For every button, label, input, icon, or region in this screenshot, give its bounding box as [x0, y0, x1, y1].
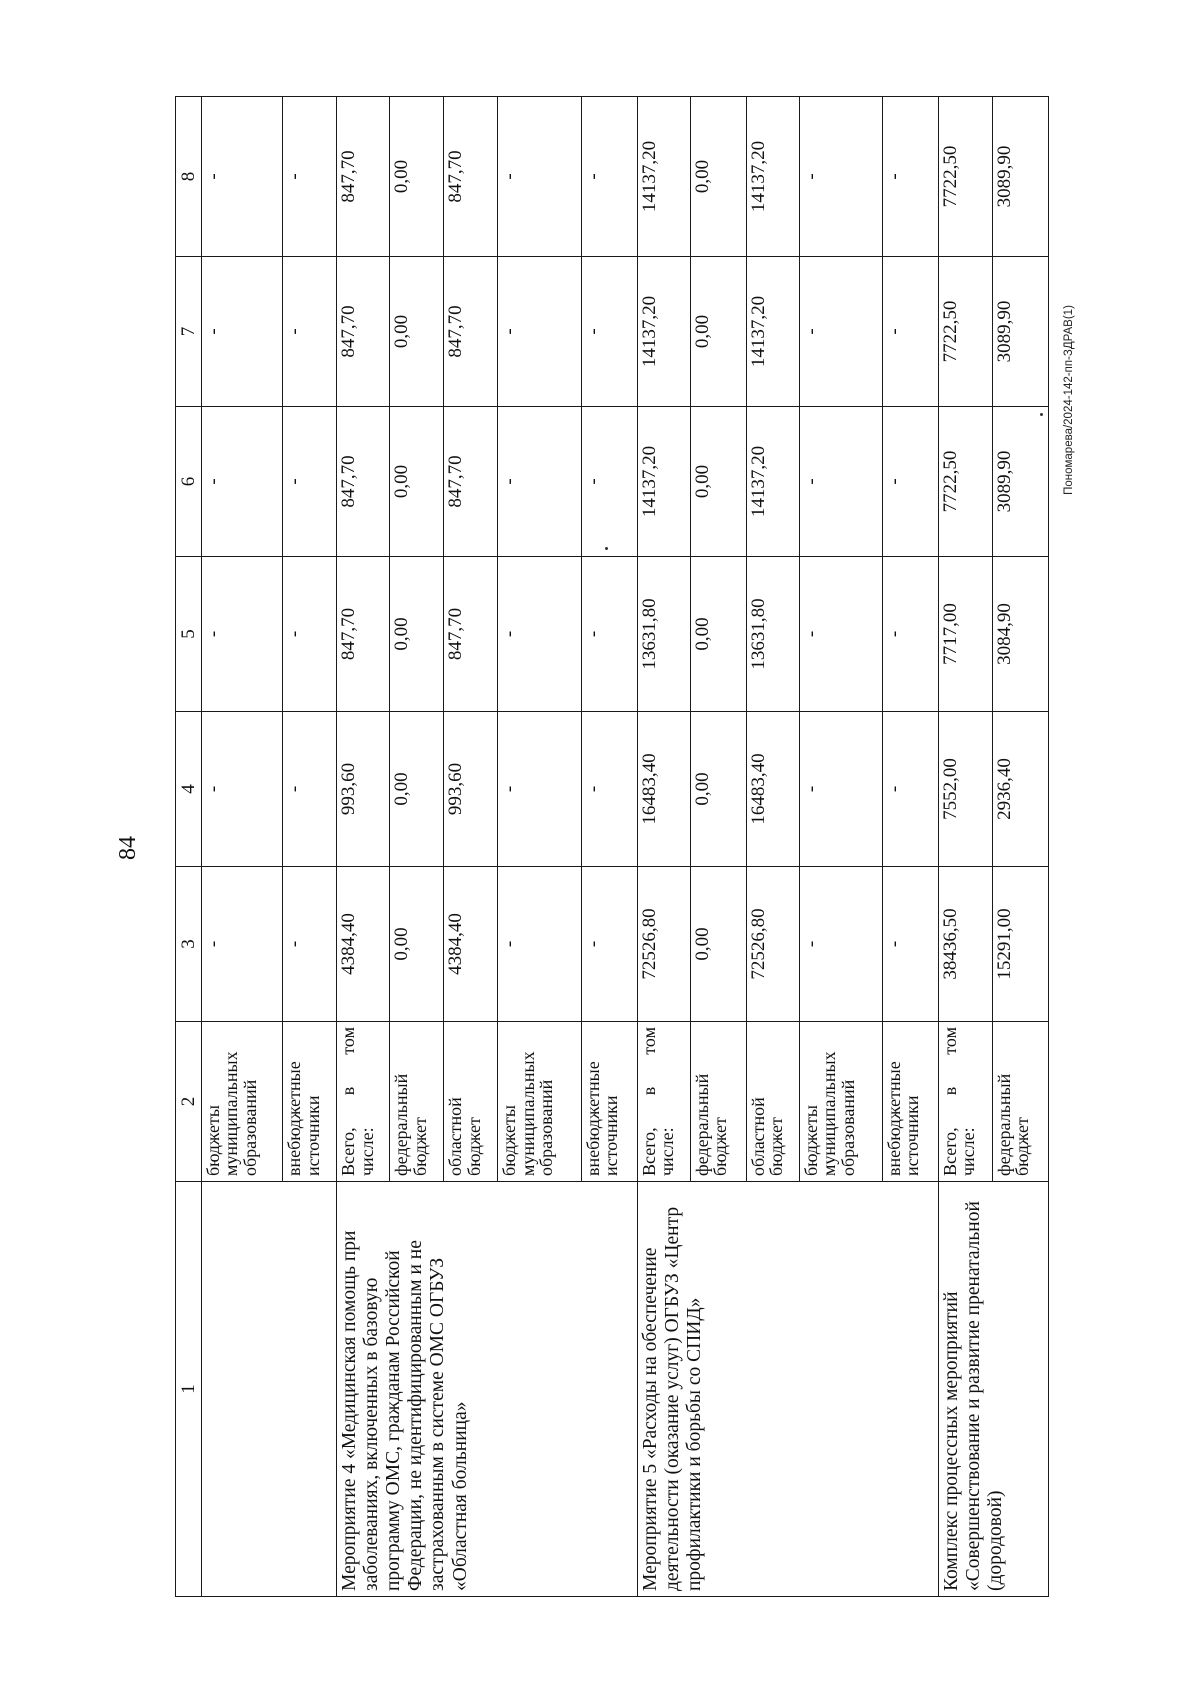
source-cell [390, 1022, 444, 1182]
value-cell: 7722,50 [938, 257, 992, 407]
value-cell: - [201, 257, 283, 407]
source-word: том [639, 1027, 660, 1055]
value-cell: 4384,40 [337, 867, 390, 1022]
source-cell [691, 1022, 747, 1182]
value-cell: 14137,20 [638, 407, 691, 557]
value-cell: 13631,80 [638, 557, 691, 712]
source-line: бюджет [409, 1117, 430, 1176]
table-row [638, 97, 691, 1597]
source-word: Всего, [939, 1127, 960, 1176]
value-cell: 16483,40 [747, 712, 800, 867]
source-line: образований [239, 1079, 260, 1176]
value-cell: 0,00 [390, 257, 444, 407]
value-cell: 4384,40 [444, 867, 498, 1022]
value-cell: - [882, 557, 938, 712]
source-line: числе: [356, 1127, 377, 1176]
source-line: образований [837, 1079, 858, 1176]
value-cell: - [581, 867, 637, 1022]
value-cell: 993,60 [337, 712, 390, 867]
value-cell: - [283, 97, 337, 257]
source-line: бюджеты [202, 1105, 223, 1176]
source-line: внебюджетные [284, 1061, 305, 1176]
value-cell: 3089,90 [992, 257, 1048, 407]
value-cell: - [201, 712, 283, 867]
value-cell: - [800, 867, 883, 1022]
value-cell: 0,00 [390, 557, 444, 712]
source-cell [201, 1022, 283, 1182]
source-line: бюджеты [801, 1105, 822, 1176]
value-cell: 0,00 [390, 712, 444, 867]
value-cell: 16483,40 [638, 712, 691, 867]
table-row [201, 97, 283, 1597]
value-cell: - [201, 867, 283, 1022]
source-total-cell [938, 1022, 992, 1182]
value-cell: - [581, 257, 637, 407]
header-cell: 4 [176, 712, 202, 867]
source-line: числе: [958, 1127, 979, 1176]
source-word: Всего, [639, 1127, 660, 1176]
source-line: федеральный [692, 1073, 712, 1176]
source-cell [444, 1022, 498, 1182]
value-cell: 847,70 [444, 557, 498, 712]
value-cell: - [498, 257, 582, 407]
source-line: муниципальных [517, 1051, 538, 1176]
value-cell: 0,00 [691, 257, 747, 407]
value-cell: 0,00 [691, 712, 747, 867]
source-cell [283, 1022, 337, 1182]
source-line [339, 1027, 357, 1176]
value-cell: - [800, 407, 883, 557]
value-cell: 847,70 [444, 257, 498, 407]
source-word: в [338, 1086, 359, 1096]
value-cell: 3084,90 [992, 557, 1048, 712]
value-cell: 14137,20 [747, 407, 800, 557]
source-line: бюджеты [499, 1105, 520, 1176]
value-cell: 7722,50 [938, 407, 992, 557]
source-word: том [338, 1027, 359, 1055]
source-line: федеральный [391, 1073, 412, 1176]
value-cell: 993,60 [444, 712, 498, 867]
footer-stamp [1054, 265, 1084, 535]
value-cell: 0,00 [691, 407, 747, 557]
header-cell: 7 [176, 257, 202, 407]
source-word: том [939, 1027, 960, 1055]
source-line: образований [536, 1079, 556, 1176]
value-cell: - [498, 867, 582, 1022]
value-cell: 14137,20 [747, 257, 800, 407]
source-line: источники [302, 1095, 323, 1176]
value-cell: 7722,50 [938, 97, 992, 257]
source-cell [498, 1022, 582, 1182]
value-cell: 847,70 [337, 97, 390, 257]
value-cell: 847,70 [444, 97, 498, 257]
budget-table-rotated [175, 97, 1049, 1597]
header-cell: 6 [176, 407, 202, 557]
source-cell [992, 1022, 1048, 1182]
source-word: Всего, [338, 1127, 359, 1176]
value-cell: - [882, 407, 938, 557]
source-word: в [639, 1086, 660, 1096]
header-cell: 8 [176, 97, 202, 257]
source-line: источники [902, 1095, 923, 1176]
source-line: бюджет [766, 1117, 787, 1176]
source-line: муниципальных [221, 1051, 242, 1176]
header-cell: 1 [176, 1182, 202, 1597]
value-cell: - [882, 97, 938, 257]
source-word: в [939, 1086, 960, 1096]
header-cell: 2 [176, 1022, 202, 1182]
value-cell: - [882, 867, 938, 1022]
activity-cell: Комплекс процессных мероприятий «Совершенствование и развитие пренатальной (дородовой) [938, 1182, 1048, 1597]
value-cell: 13631,80 [747, 557, 800, 712]
source-line: бюджет [1012, 1117, 1033, 1176]
value-cell: - [283, 712, 337, 867]
value-cell: - [283, 257, 337, 407]
source-line: внебюджетные [582, 1061, 603, 1176]
value-cell: 14137,20 [747, 97, 800, 257]
value-cell: 847,70 [337, 557, 390, 712]
value-cell: - [498, 407, 582, 557]
budget-table [175, 96, 1049, 1597]
activity-cell [201, 1182, 337, 1597]
value-cell: 0,00 [691, 557, 747, 712]
value-cell: 14137,20 [638, 257, 691, 407]
value-cell: 15291,00 [992, 867, 1048, 1022]
value-cell: - [201, 97, 283, 257]
source-cell [800, 1022, 883, 1182]
value-cell: - [201, 407, 283, 557]
value-cell: - [283, 407, 337, 557]
value-cell: 38436,50 [938, 867, 992, 1022]
source-total-cell [337, 1022, 390, 1182]
value-cell: - [800, 257, 883, 407]
value-cell: - [498, 712, 582, 867]
value-cell: 3089,90 [992, 97, 1048, 257]
source-line [941, 1027, 959, 1176]
header-cell: 5 [176, 557, 202, 712]
source-line: областной [445, 1097, 466, 1176]
value-cell: - [581, 407, 637, 557]
value-cell: 0,00 [691, 97, 747, 257]
source-line [640, 1027, 658, 1176]
source-line: бюджет [710, 1117, 731, 1176]
value-cell: - [201, 557, 283, 712]
source-cell [581, 1022, 637, 1182]
source-total-cell [638, 1022, 691, 1182]
value-cell: - [800, 712, 883, 867]
value-cell: - [581, 557, 637, 712]
footer-stamp-text: Пономарева/2024-142-пп-ЗДРАВ(1) [1063, 305, 1075, 495]
activity-cell: Мероприятие 5 «Расходы на обеспечение деятельности (оказание услуг) ОГБУЗ «Центр профилактики и борьбы со СПИД» [638, 1182, 939, 1597]
value-cell: 72526,80 [747, 867, 800, 1022]
value-cell: 847,70 [337, 407, 390, 557]
source-line: областной [748, 1097, 769, 1176]
source-line: муниципальных [819, 1051, 840, 1176]
value-cell: 0,00 [390, 97, 444, 257]
value-cell: 3089,90 [992, 407, 1048, 557]
value-cell: 0,00 [691, 867, 747, 1022]
value-cell: 0,00 [390, 407, 444, 557]
value-cell: - [283, 557, 337, 712]
table-row [337, 97, 390, 1597]
value-cell: 0,00 [390, 867, 444, 1022]
table-row [938, 97, 992, 1597]
source-cell [747, 1022, 800, 1182]
value-cell: - [498, 557, 582, 712]
value-cell: 847,70 [444, 407, 498, 557]
value-cell: 847,70 [337, 257, 390, 407]
value-cell: - [882, 257, 938, 407]
value-cell: - [581, 712, 637, 867]
value-cell: - [283, 867, 337, 1022]
value-cell: 7552,00 [938, 712, 992, 867]
value-cell: 2936,40 [992, 712, 1048, 867]
value-cell: - [882, 712, 938, 867]
header-cell: 3 [176, 867, 202, 1022]
source-line: бюджет [463, 1117, 484, 1176]
value-cell: 7717,00 [938, 557, 992, 712]
source-line: внебюджетные [883, 1061, 904, 1176]
value-cell: - [498, 97, 582, 257]
value-cell: - [581, 97, 637, 257]
value-cell: 14137,20 [638, 97, 691, 257]
activity-cell: Мероприятие 4 «Медицинская помощь при заболеваниях, включенных в базовую программу ОМС, гражданам Российской Федерации, не идентифицированным и не застрахованным в системе ОМС ОГБУЗ «Областная больница» [337, 1182, 638, 1597]
header-row [176, 97, 202, 1597]
source-line: источники [601, 1095, 622, 1176]
value-cell: 72526,80 [638, 867, 691, 1022]
source-line: числе: [657, 1127, 678, 1176]
value-cell: - [800, 557, 883, 712]
source-line: федеральный [993, 1073, 1014, 1176]
page-number: 84 [114, 836, 141, 860]
value-cell: - [800, 97, 883, 257]
source-cell [882, 1022, 938, 1182]
